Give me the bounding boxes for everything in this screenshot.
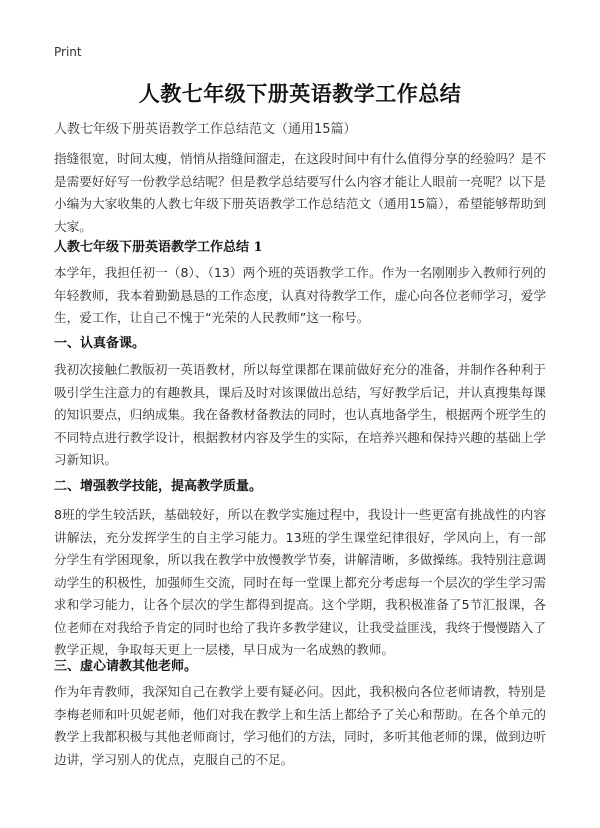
document-subtitle: 人教七年级下册英语教学工作总结范文（通用15篇） (54, 122, 357, 137)
section-title: 人教七年级下册英语教学工作总结 1 (54, 240, 263, 255)
part-2-heading: 二、增强教学技能，提高教学质量。 (54, 479, 263, 494)
part-1-paragraph: 我初次接触仁教版初一英语教材，所以每堂课都在课前做好充分的准备，并制作各种利于吸引学生注意力的有趣教具，课后及时对该课做出总结，写好教学后记，并认真搜集每课的知识要点，归纳成集。我在备教材备教法的同时，也认真地备学生，根据两个班学生的不同特点进行教学设计，根据教材内容及学生的实际，在培养兴趣和保持兴趣的基础上学习新知识。 (54, 362, 546, 467)
part-3-paragraph: 作为年青教师，我深知自己在教学上要有疑必问。因此，我积极向各位老师请教，特别是李梅老师和叶贝妮老师，他们对我在教学上和生活上都给予了关心和帮助。在各个单元的教学上我都积极与其他老师商讨，学习他们的方法，同时，多听其他老师的课，做到边听边讲，学习别人的优点，克服自己的不足。 (54, 684, 546, 767)
intro-paragraph: 指缝很宽，时间太瘦，悄悄从指缝间溜走，在这段时间中有什么值得分享的经验吗？是不是需要好好写一份教学总结呢？但是教学总结要写什么内容才能让人眼前一亮呢？以下是小编为大家收集的人教七年级下册英语教学工作总结范文（通用15篇），希望能够帮助到大家。 (54, 151, 546, 234)
part-3-heading: 三、虚心请教其他老师。 (54, 659, 198, 674)
part-1-heading: 一、认真备课。 (54, 336, 146, 351)
document-title: 人教七年级下册英语教学工作总结 (138, 81, 462, 106)
section-intro-paragraph: 本学年，我担任初一（8）、（13）两个班的英语教学工作。作为一名刚刚步入教师行列的年轻教师，我本着勤勤恳恳的工作态度，认真对待教学工作，虚心向各位老师学习，爱学生，爱工作，让自己不愧于“光荣的人民教师”这一称号。 (54, 265, 546, 325)
part-2-paragraph: 8班的学生较活跃，基础较好，所以在教学实施过程中，我设计一些更富有挑战性的内容讲解法，充分发挥学生的自主学习能力。13班的学生课堂纪律很好，学风向上，有一部分学生有学困现象，所以我在教学中放慢教学节奏，讲解清晰，多做操练。我特别注意调动学生的积极性，加强师生交流，同时在每一堂课上都充分考虑每一个层次的学生学习需求和学习能力，让各个层次的学生都得到提高。这个学期，我积极准备了5节汇报课，各位老师在对我给予肯定的同时也给了我许多教学建议，让我受益匪浅，我终于慢慢踏入了教学正规，争取每天更上一层楼，早日成为一名成熟的教师。 (54, 507, 546, 657)
print-link[interactable]: Print (54, 45, 82, 59)
